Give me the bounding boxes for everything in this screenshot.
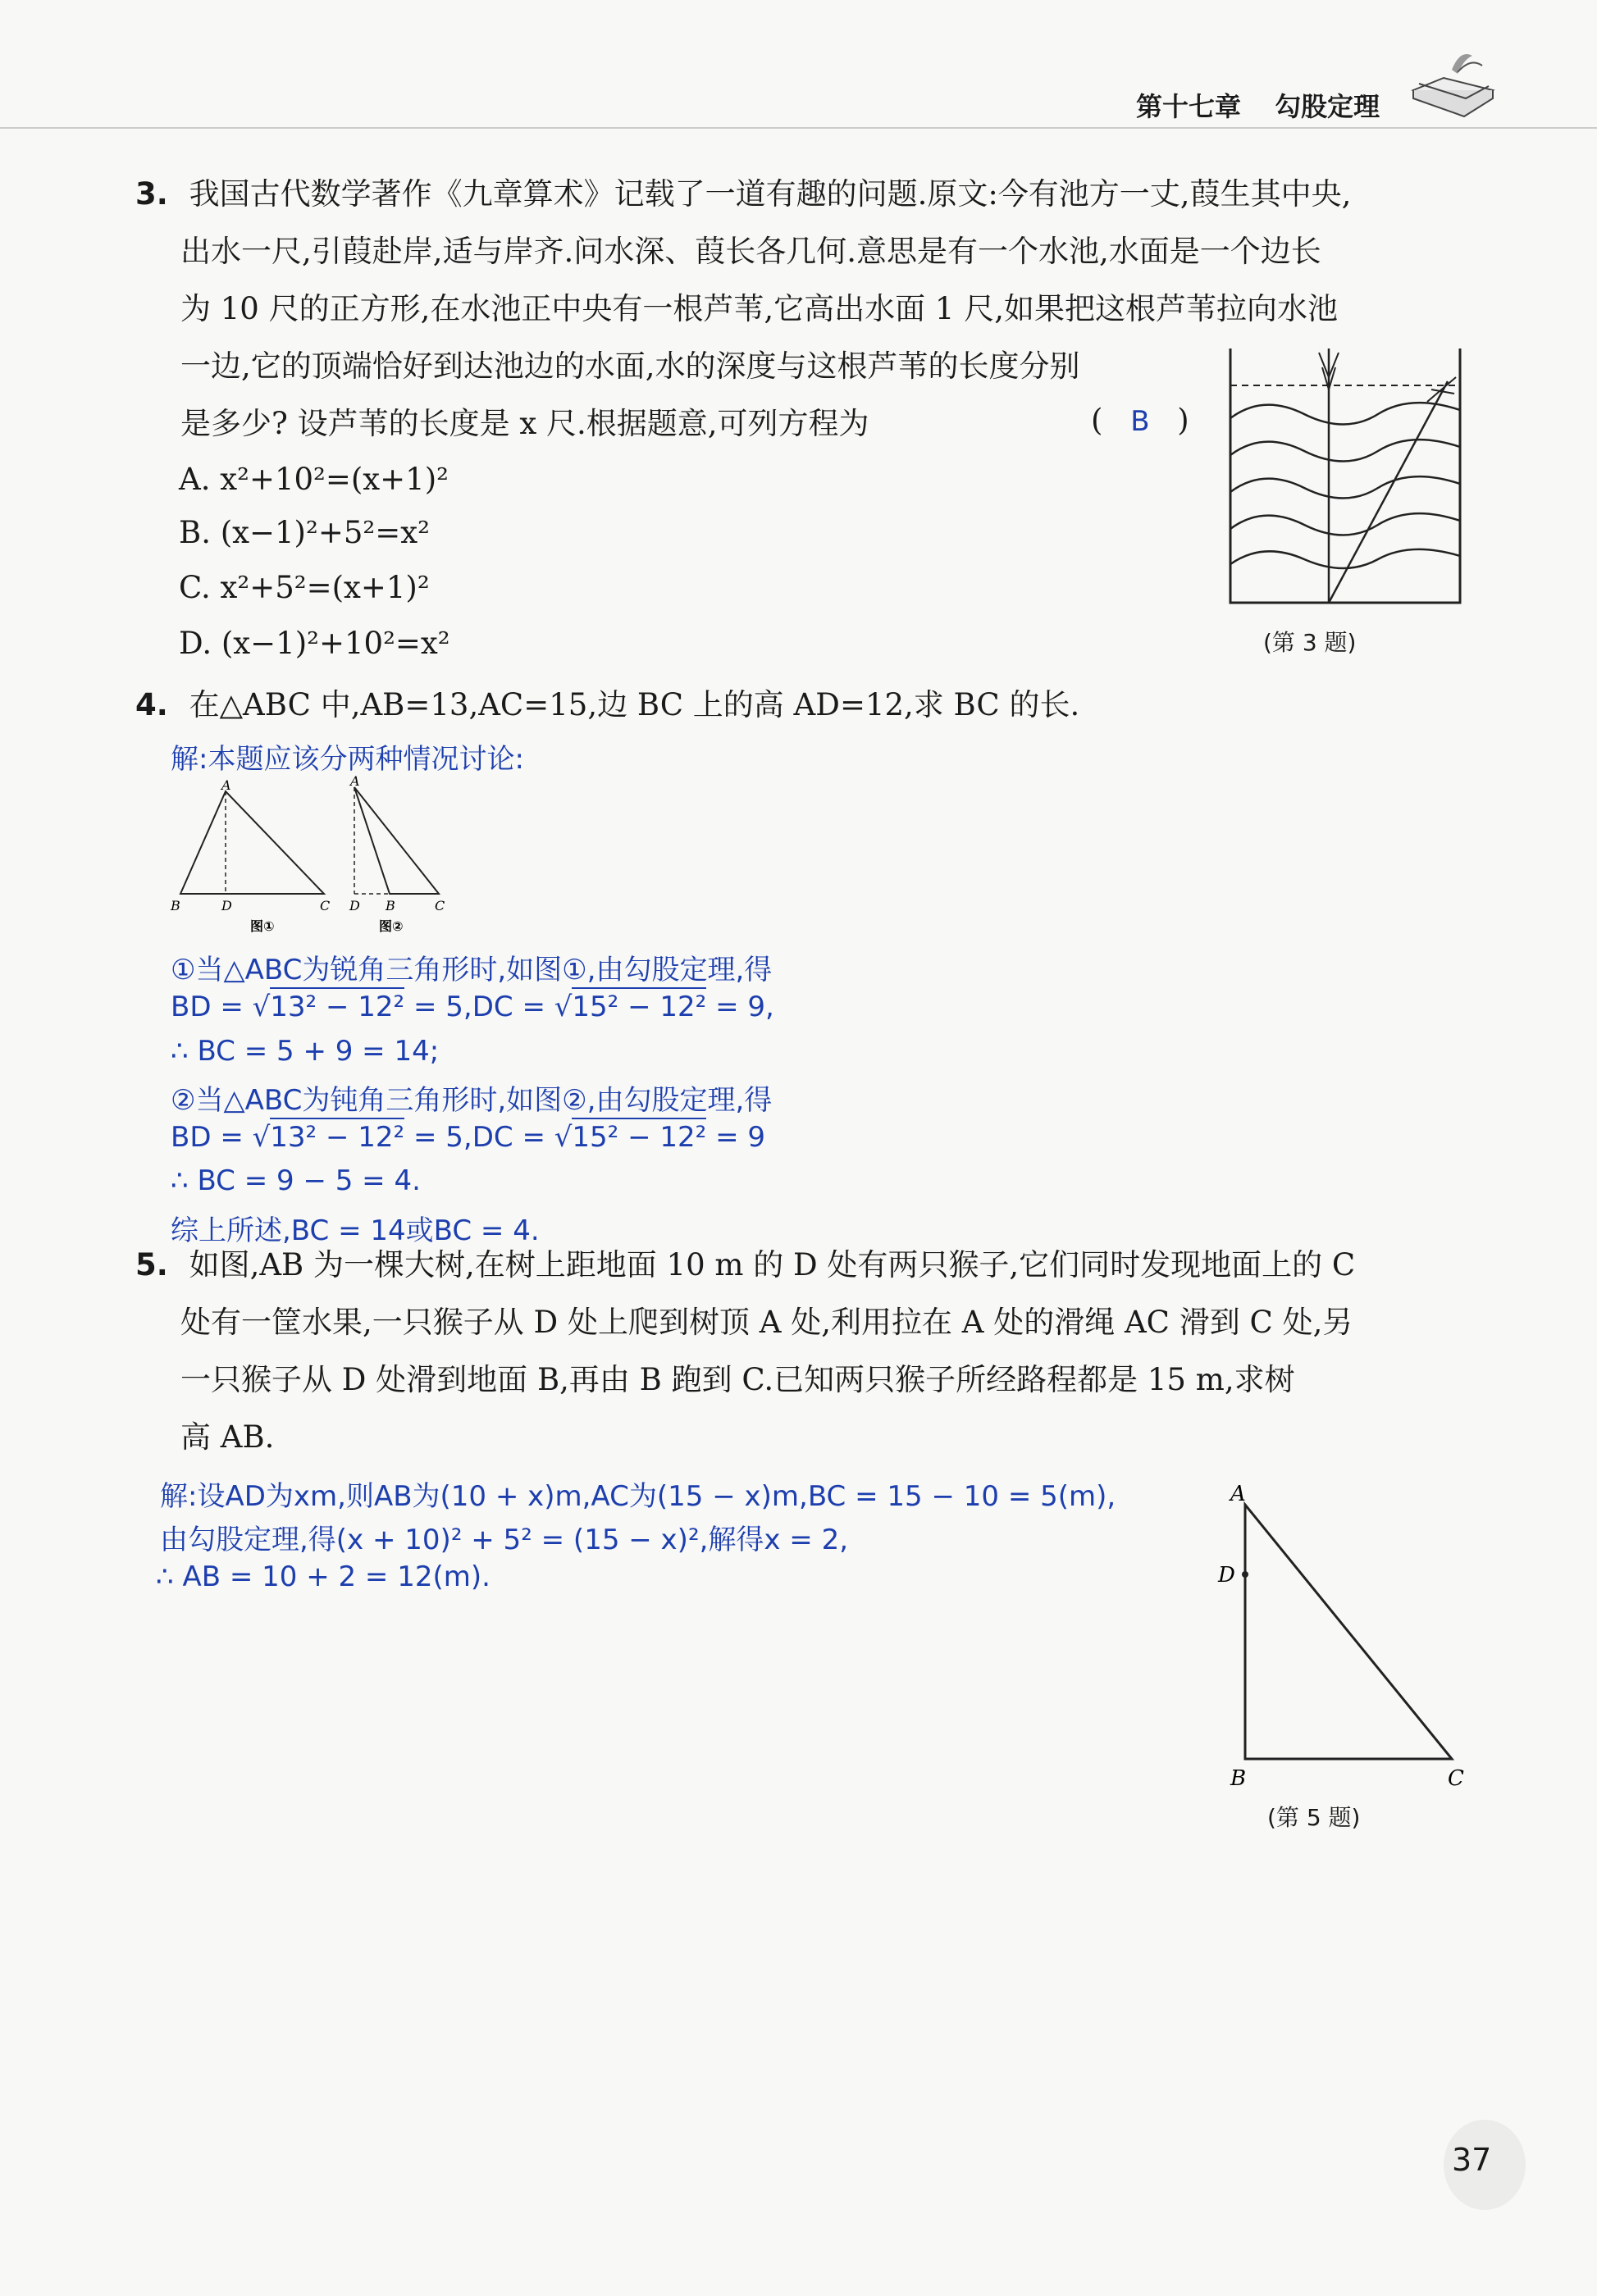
option-b: B. (x−1)²+5²=x² — [179, 515, 430, 550]
option-c: C. x²+5²=(x+1)² — [179, 570, 430, 605]
chapter-label — [1136, 86, 1380, 124]
question-5-line-4: 高 AB. — [180, 1419, 275, 1455]
q4-dc2-result: = 9 — [706, 1121, 766, 1154]
q4-dc2-label: = 5,DC = — [404, 1121, 554, 1154]
fig2-label-c: C — [435, 898, 445, 913]
tree-triangle — [1245, 1505, 1452, 1759]
question-5-line-1: 如图,AB 为一棵大树,在树上距地面 10 m 的 D 处有两只猴子,它们同时发现地面上的 C — [189, 1247, 1356, 1282]
chapter-number: 第十七章 — [1136, 91, 1242, 122]
question-5-line-2: 处有一筐水果,一只猴子从 D 处上爬到树顶 A 处,利用拉在 A 处的滑绳 AC 滑到 C 处,另 — [180, 1305, 1353, 1340]
answer-bracket — [1091, 392, 1189, 450]
q4-dc-result: = 9, — [706, 991, 774, 1023]
q4-solution-intro: 解:本题应该分两种情况讨论: — [171, 743, 524, 776]
q4-dc-label: = 5,DC = — [404, 991, 554, 1023]
q4-bd2-label: BD = — [171, 1121, 253, 1154]
answer-paren-close: ) — [1177, 403, 1189, 438]
figure-5-caption: (第 5 题) — [1267, 1804, 1361, 1831]
header-rule — [0, 127, 1597, 129]
question-3-line-2: 出水一尺,引葭赴岸,适与岸齐.问水深、葭长各几何.意思是有一个水池,水面是一个边长 — [180, 234, 1321, 269]
q4-solution-line-2: BD = √13² − 12² = 5,DC = √15² − 12² = 9, — [171, 991, 774, 1023]
fig2-label-d: D — [349, 898, 360, 913]
fig2-label-a: A — [350, 775, 360, 789]
fig5-label-c: C — [1448, 1766, 1464, 1791]
books-icon — [1407, 41, 1497, 123]
q5-solution-line-1: 解:设AD为xm,则AB为(10 + x)m,AC为(15 − x)m,BC = 15 − 10 = 5(m), — [160, 1480, 1116, 1513]
q4-bd2-radicand: 13² − 12² — [270, 1118, 404, 1154]
q5-solution-line-3: ∴ AB = 10 + 2 = 12(m). — [156, 1560, 491, 1593]
q4-solution-line-5: BD = √13² − 12² = 5,DC = √15² − 12² = 9 — [171, 1121, 765, 1154]
option-a: A. x²+10²=(x+1)² — [179, 462, 449, 497]
triangle-acute — [180, 791, 324, 894]
reed-tip-pulled-icon — [1427, 377, 1456, 402]
question-5-line-3: 一只猴子从 D 处滑到地面 B,再由 B 跑到 C.已知两只猴子所经路程都是 15 m,求树 — [180, 1362, 1295, 1397]
q4-solution-conclusion: 综上所述,BC = 14或BC = 4. — [171, 1214, 540, 1247]
question-3-line-3: 为 10 尺的正方形,在水池正中央有一根芦苇,它高出水面 1 尺,如果把这根芦苇拉向水池 — [180, 291, 1338, 326]
question-3-line-5: 是多少? 设芦苇的长度是 x 尺.根据题意,可列方程为 — [180, 406, 869, 441]
question-3-answer: B — [1130, 405, 1150, 438]
water-waves — [1230, 403, 1460, 568]
q4-dc2-radicand: 15² − 12² — [572, 1118, 706, 1154]
q4-dc-radicand: 15² − 12² — [572, 987, 706, 1023]
question-5 — [135, 1237, 1355, 1294]
fig1-label-d: D — [221, 898, 232, 913]
figure-3-caption: (第 3 题) — [1263, 629, 1357, 656]
chapter-title: 勾股定理 — [1275, 91, 1380, 122]
fig5-label-b: B — [1230, 1766, 1247, 1791]
q4-solution-line-6: ∴ BC = 9 − 5 = 4. — [171, 1164, 421, 1197]
fig5-label-a: A — [1230, 1482, 1246, 1506]
fig1-label-c: C — [320, 898, 331, 913]
fig5-label-d: D — [1218, 1563, 1235, 1588]
question-5-number: 5. — [135, 1247, 168, 1282]
question-3-line-1: 我国古代数学著作《九章算术》记载了一道有趣的问题.原文:今有池方一丈,葭生其中央, — [189, 176, 1352, 212]
question-3-number: 3. — [135, 176, 168, 212]
q4-solution-line-1: ①当△ABC为锐角三角形时,如图①,由勾股定理,得 — [171, 954, 773, 986]
triangle-obtuse — [354, 787, 439, 894]
fig1-caption: 图① — [250, 918, 275, 934]
q5-tree-figure — [1214, 1480, 1476, 1792]
q4-bd-radicand: 13² − 12² — [270, 987, 404, 1023]
fig1-label-a: A — [221, 777, 231, 793]
q4-bd-label: BD = — [171, 991, 253, 1023]
question-4-text: 在△ABC 中,AB=13,AC=15,边 BC 上的高 AD=12,求 BC 的长. — [189, 687, 1080, 722]
q4-solution-line-3: ∴ BC = 5 + 9 = 14; — [171, 1035, 440, 1068]
point-d — [1242, 1571, 1248, 1578]
page-number: 37 — [1452, 2142, 1492, 2178]
question-3-line-4: 一边,它的顶端恰好到达池边的水面,水的深度与这根芦苇的长度分别 — [180, 348, 1080, 384]
fig1-label-b: B — [171, 898, 180, 913]
pond-outline — [1230, 348, 1460, 603]
fig2-label-b: B — [386, 898, 395, 913]
option-d: D. (x−1)²+10²=x² — [179, 626, 450, 661]
fig2-caption: 图② — [379, 918, 404, 934]
reed-pulled — [1329, 381, 1448, 603]
question-4-number: 4. — [135, 687, 168, 722]
answer-paren-open: ( — [1091, 403, 1103, 438]
pond-figure — [1222, 344, 1468, 607]
q4-solution-line-4: ②当△ABC为钝角三角形时,如图②,由勾股定理,得 — [171, 1084, 773, 1117]
q4-triangles-figure — [164, 775, 459, 939]
question-3 — [135, 166, 1351, 223]
question-4 — [135, 676, 1079, 734]
q5-solution-line-2: 由勾股定理,得(x + 10)² + 5² = (15 − x)²,解得x = 2, — [160, 1524, 849, 1556]
